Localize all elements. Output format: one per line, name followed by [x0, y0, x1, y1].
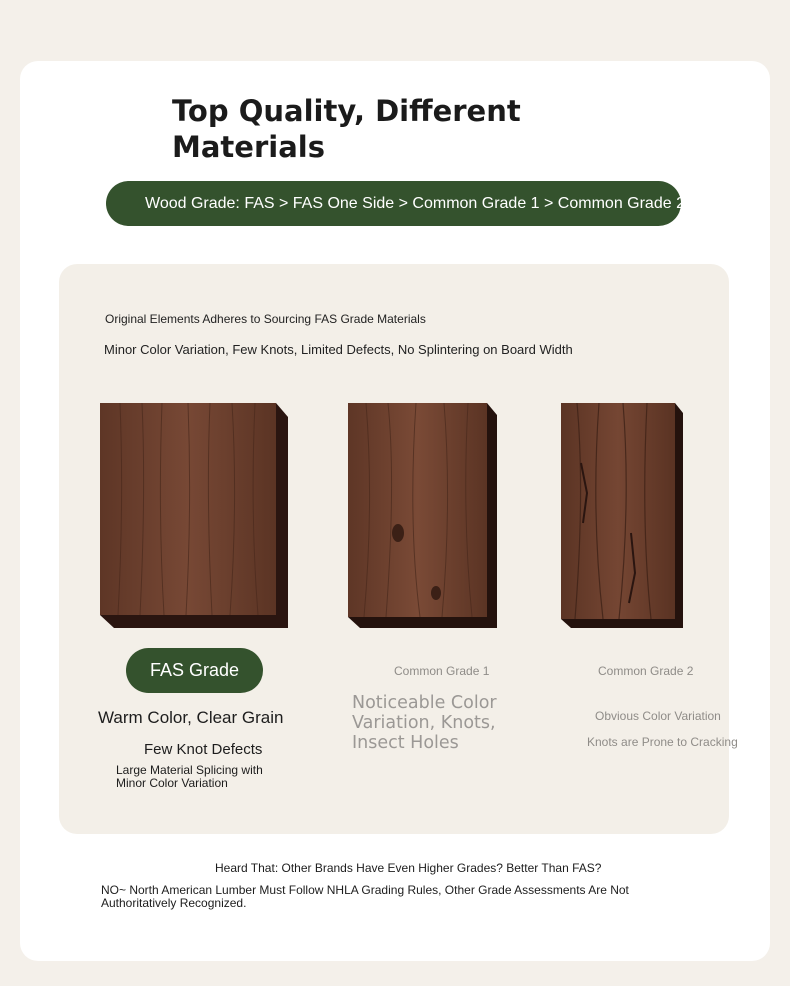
common-grade-1-description: Noticeable Color Variation, Knots, Insect Holes [352, 693, 497, 753]
wood-grade-order-text: Wood Grade: FAS > FAS One Side > Common Grade 1 > Common Grade 2 [145, 195, 685, 212]
fas-feature-color: Warm Color, Clear Grain [98, 708, 284, 727]
wood-grade-banner [106, 181, 685, 226]
page-title: Top Quality, Different Materials [172, 94, 521, 164]
common-grade-1-wood-board-image [348, 403, 497, 628]
fas-feature-knots: Few Knot Defects [144, 741, 263, 758]
faq-question: Heard That: Other Brands Have Even Higher Grades? Better Than FAS? [215, 861, 602, 875]
fas-grade-badge: FAS Grade [126, 648, 263, 693]
faq-answer: NO~ North American Lumber Must Follow NHLA Grading Rules, Other Grade Assessments Are Not Authoritatively Recognized. [101, 883, 629, 910]
fas-feature-splicing: Large Material Splicing with Minor Color Variation [116, 763, 263, 790]
sourcing-subheading: Minor Color Variation, Few Knots, Limited Defects, No Splintering on Board Width [104, 342, 573, 357]
common-grade-2-wood-board-image [561, 403, 683, 628]
common-grade-2-label: Common Grade 2 [598, 664, 694, 678]
sourcing-heading: Original Elements Adheres to Sourcing FAS Grade Materials [105, 312, 426, 326]
common-grade-1-label: Common Grade 1 [394, 664, 490, 678]
fas-wood-board-image [100, 403, 288, 628]
common-grade-2-feature-cracking: Knots are Prone to Cracking [587, 735, 738, 749]
common-grade-2-feature-color: Obvious Color Variation [595, 709, 721, 723]
